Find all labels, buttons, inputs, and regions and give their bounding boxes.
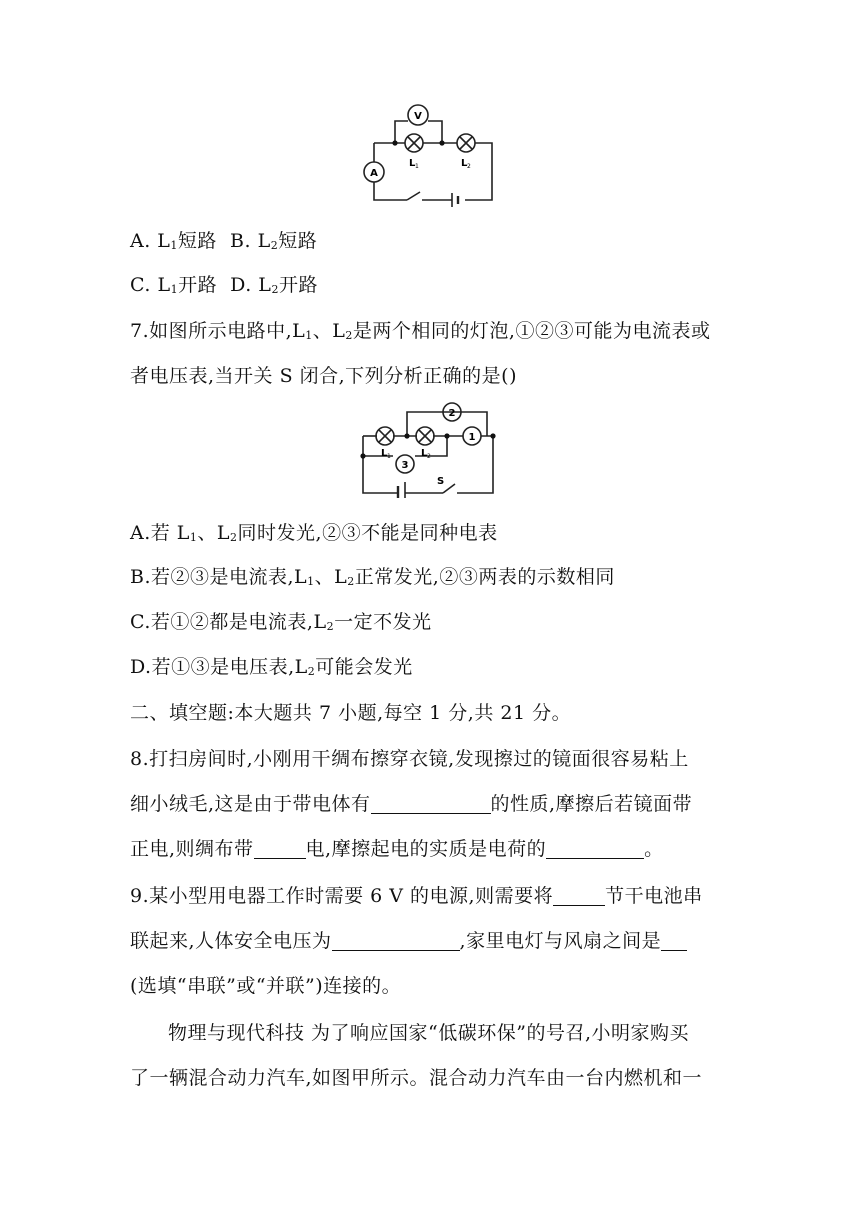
q8-line-2: 细小绒毛,这是由于带电体有 的性质,摩擦后若镜面带 [130, 793, 693, 815]
voltmeter-label: V [414, 111, 422, 122]
section-heading: 二、填空题:本大题共 7 小题,每空 1 分,共 21 分。 [130, 702, 572, 724]
q9-line-1: 9.某小型用电器工作时需要 6 V 的电源,则需要将 节干电池串 [130, 885, 703, 907]
circuit-figure-1 [362, 98, 502, 210]
meter-2-label: 2 [448, 408, 456, 419]
fig2-lamp2-label: L [421, 448, 428, 459]
q9-line-3: (选填“串联”或“并联”)连接的。 [130, 975, 402, 997]
lamp2-sub: 2 [467, 163, 471, 170]
q7-option-d[interactable]: D.若①③是电压表$,L_2$可能会发光 [130, 656, 413, 678]
meter-3-label: 3 [401, 460, 409, 471]
fig2-lamp1-label: L [381, 448, 388, 459]
lamp2-label: L [461, 158, 468, 169]
q7-stem-line-2: 者电压表,当开关 S 闭合,下列分析正确的是() [130, 365, 518, 387]
q6-option-a[interactable]: A. $L_1$短路 [130, 230, 217, 252]
lamp1-label: L [409, 158, 416, 169]
lamp1-sub: 1 [415, 163, 419, 170]
q6-option-d[interactable]: D. $L_2$开路 [230, 274, 318, 296]
q7-stem-line-1: 7.如图所示电路中$,L_1$、$L_2$是两个相同的灯泡,①②③可能为电流表或 [130, 320, 711, 342]
switch-label: S [437, 476, 445, 487]
q7-option-b[interactable]: B.若②③是电流表$,L_1$、$L_2$正常发光,②③两表的示数相同 [130, 566, 615, 588]
meter-1-label: 1 [468, 432, 476, 443]
q8-line-1: 8.打扫房间时,小刚用干绸布擦穿衣镜,发现擦过的镜面很容易粘上 [130, 748, 689, 770]
fig2-lamp1-sub: 1 [387, 453, 391, 460]
q9-blank-3[interactable] [661, 930, 687, 951]
q8-blank-3[interactable] [546, 838, 644, 859]
q6-option-b[interactable]: B. $L_2$短路 [230, 230, 318, 252]
q6-option-row-1 [130, 228, 317, 259]
circuit-figure-2 [355, 398, 505, 498]
q6-option-c[interactable]: C. $L_1$开路 [130, 274, 218, 296]
passage-line-1: 物理与现代科技 为了响应国家“低碳环保”的号召,小明家购买 [168, 1022, 690, 1044]
q9-line-2: 联起来,人体安全电压为 ,家里电灯与风扇之间是 [130, 928, 687, 954]
q7-option-c[interactable]: C.若①②都是电流表$,L_2$一定不发光 [130, 611, 432, 633]
q9-blank-1[interactable] [553, 885, 605, 906]
q8-blank-1[interactable] [371, 793, 491, 814]
fig2-lamp2-sub: 2 [427, 453, 431, 460]
q9-blank-2[interactable] [332, 930, 460, 951]
passage-line-2: 了一辆混合动力汽车,如图甲所示。混合动力汽车由一台内燃机和一 [130, 1067, 703, 1089]
q8-line-3: 正电,则绸布带 电,摩擦起电的实质是电荷的 。 [130, 838, 664, 860]
q6-option-row-2 [130, 272, 318, 303]
ammeter-label: A [370, 168, 378, 179]
q8-blank-2[interactable] [254, 838, 306, 859]
q7-option-a[interactable]: A.若 $L_1$、$L_2$同时发光,②③不能是同种电表 [130, 522, 498, 544]
